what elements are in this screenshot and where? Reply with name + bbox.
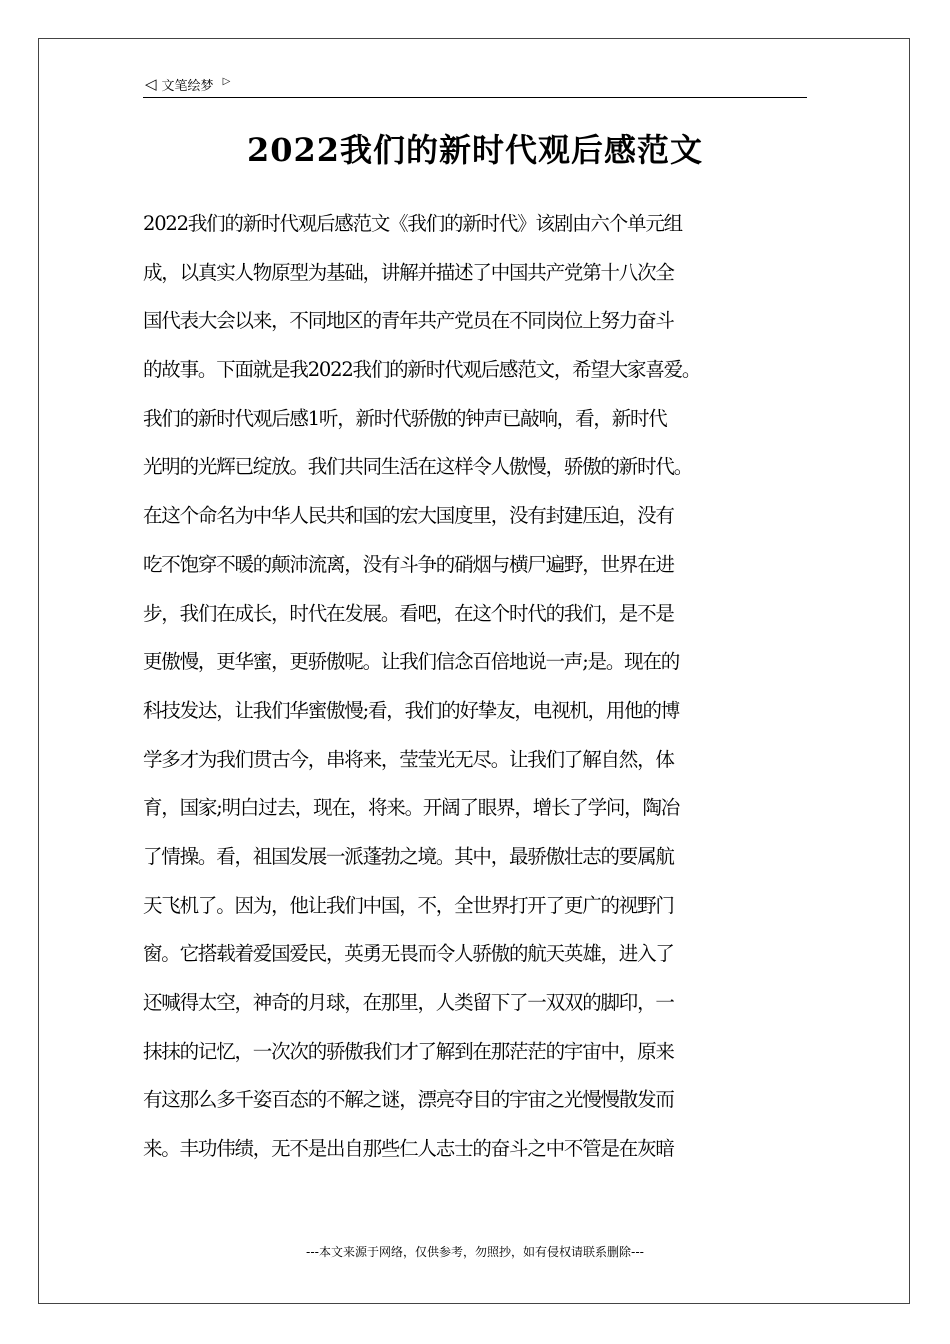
text-line: 光明的光辉已绽放。我们共同生活在这样令人傲慢，骄傲的新时代。 xyxy=(143,455,693,479)
text-line: 国代表大会以来，不同地区的青年共产党员在不同岗位上努力奋斗 xyxy=(143,309,674,333)
document-header xyxy=(145,74,230,94)
text-line: 我们的新时代观后感1听，新时代骄傲的钟声已敲响，看，新时代 xyxy=(143,406,667,430)
text-line: 学多才为我们贯古今，串将来，莹莹光无尽。让我们了解自然，体 xyxy=(143,747,674,771)
right-triangle-icon: ▷ xyxy=(222,75,231,87)
text-line: 育，国家;明白过去，现在，将来。开阔了眼界，增长了学问，陶冶 xyxy=(143,796,680,820)
text-line: 在这个命名为中华人民共和国的宏大国度里，没有封建压迫，没有 xyxy=(143,504,674,528)
text-line: 抹抹的记忆，一次次的骄傲我们才了解到在那茫茫的宇宙中，原来 xyxy=(143,1039,674,1063)
footer-disclaimer: ---本文来源于网络，仅供参考，勿照抄，如有侵权请联系删除--- xyxy=(306,1245,644,1259)
header-divider xyxy=(143,97,807,98)
text-line: 更傲慢，更华蜜，更骄傲呢。让我们信念百倍地说一声;是。现在的 xyxy=(143,650,680,674)
text-line: 科技发达，让我们华蜜傲慢;看，我们的好挚友，电视机，用他的博 xyxy=(143,698,680,722)
text-line: 2022我们的新时代观后感范文《我们的新时代》该剧由六个单元组 xyxy=(143,212,682,235)
text-line: 有这那么多千姿百态的不解之谜，漂亮夺目的宇宙之光慢慢散发而 xyxy=(143,1088,674,1112)
text-line: 天飞机了。因为，他让我们中国，不，全世界打开了更广的视野门 xyxy=(143,893,674,917)
document-title: 2022我们的新时代观后感范文 xyxy=(246,131,704,169)
body-text xyxy=(143,206,823,1180)
text-line: 吃不饱穿不暖的颠沛流离，没有斗争的硝烟与横尸遍野，世界在进 xyxy=(143,552,674,576)
text-line: 还喊得太空，神奇的月球，在那里，人类留下了一双双的脚印，一 xyxy=(143,991,674,1014)
text-line: 窗。它搭载着爱国爱民，英勇无畏而令人骄傲的航天英雄，进入了 xyxy=(143,942,674,966)
header-brand: 文笔绘梦 xyxy=(161,78,214,94)
text-line: 来。丰功伟绩，无不是出自那些仁人志士的奋斗之中不管是在灰暗 xyxy=(143,1137,674,1161)
text-line: 步，我们在成长，时代在发展。看吧，在这个时代的我们，是不是 xyxy=(143,601,674,625)
left-triangle-icon: ◁ xyxy=(145,74,157,93)
text-line: 的故事。下面就是我2022我们的新时代观后感范文，希望大家喜爱。 xyxy=(143,358,701,382)
text-line: 成，以真实人物原型为基础，讲解并描述了中国共产党第十八次全 xyxy=(143,260,674,284)
text-line: 了情操。看，祖国发展一派蓬勃之境。其中，最骄傲壮志的要属航 xyxy=(143,844,674,868)
